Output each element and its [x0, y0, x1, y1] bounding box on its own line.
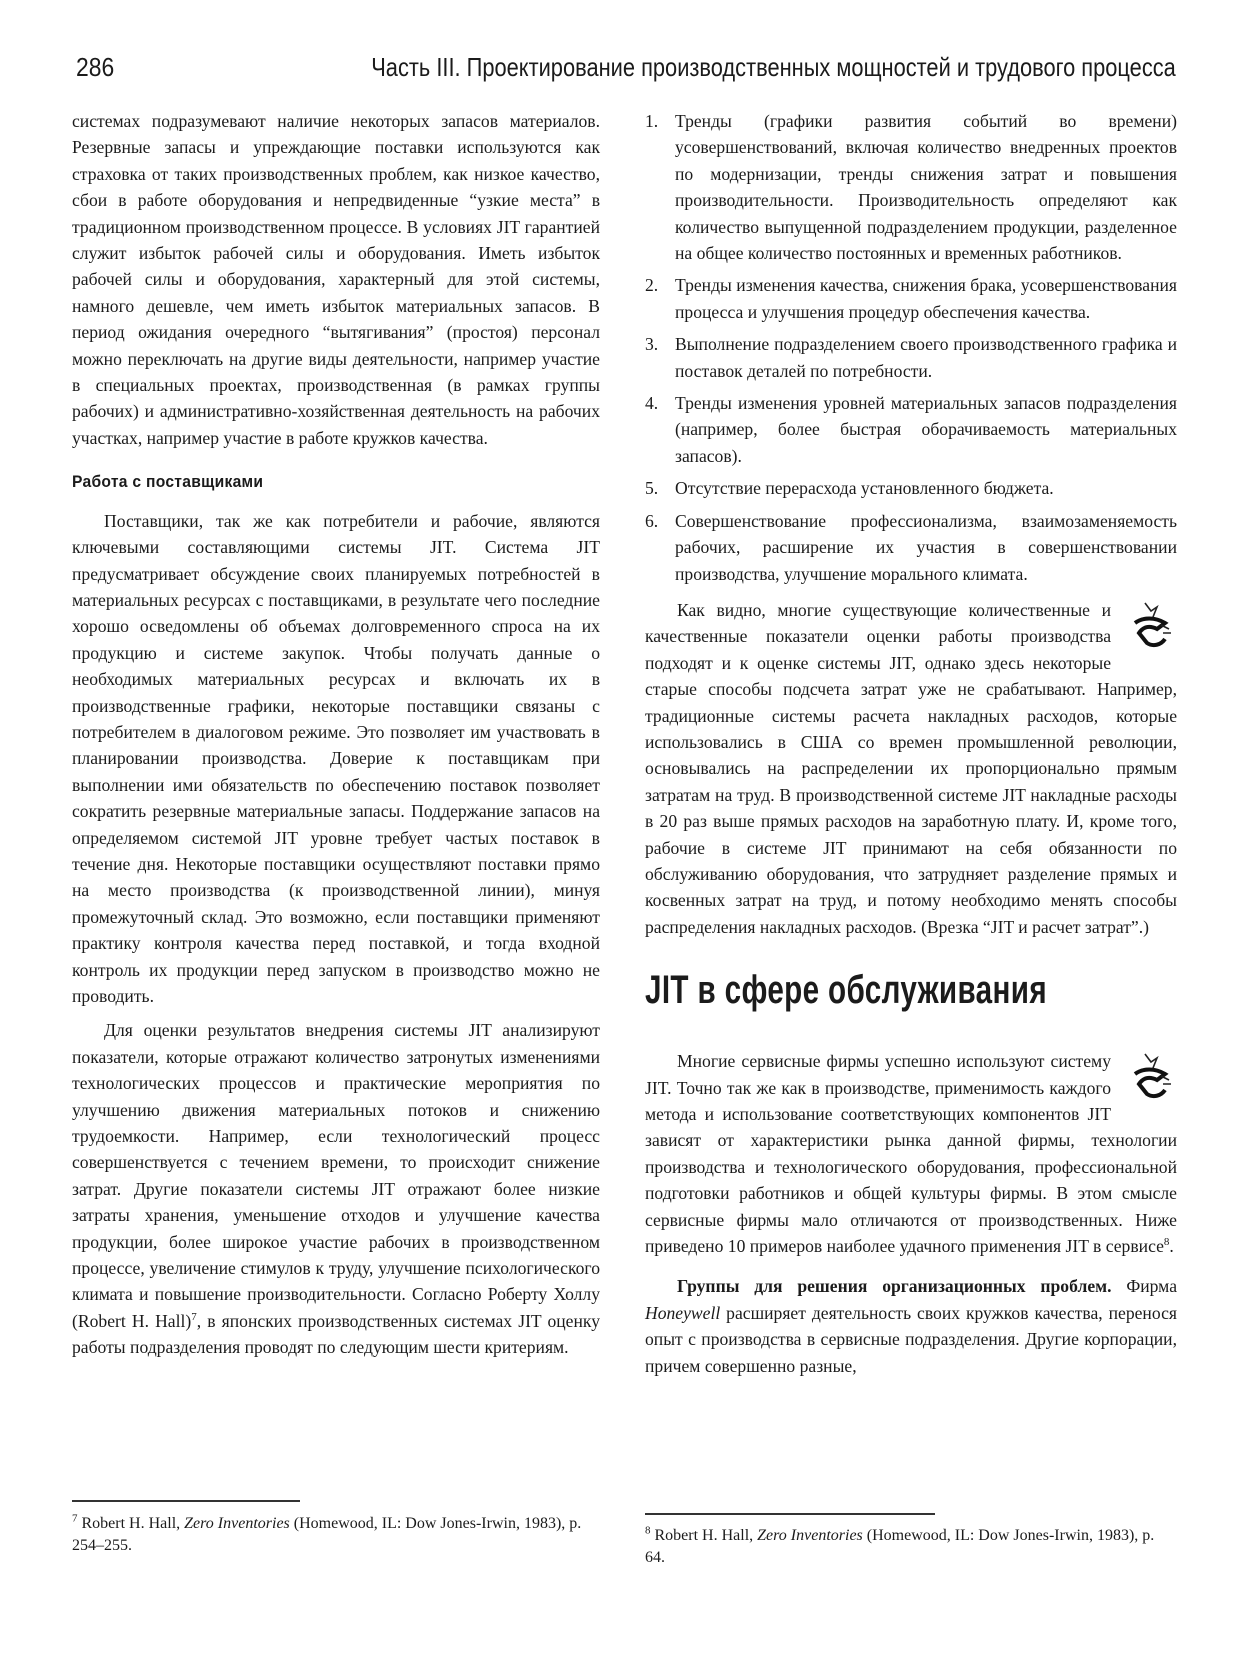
subheading: Работа с поставщиками [72, 472, 264, 492]
paragraph-text: Как видно, многие существующие количественные и качественные показатели оценки работы производства подходят и к оценке системы JIT, однако здесь некоторые старые способы подсчета затрат уже не срабатывают. Например, традиционные системы расчета накладных расходов, которые использовались в США со времен промышленной революции, основывались на распределении их пропорционально прямым затратам на труд. В производственной системе JIT накладные расходы в 20 раз выше прямых расходов на заработную плату. И, кроме того, рабочие в системе JIT принимают на себя обязанности по обслуживанию оборудования, что затрудняет разделение прямых и косвенных затрат на труд, и потому необходимо менять способы распределения накладных расходов. (Врезка “JIT и расчет затрат”.) [645, 599, 1177, 937]
list-item [645, 508, 1177, 587]
section-title: JIT в сфере обслуживания [645, 968, 1047, 1013]
paragraph: системах подразумевают наличие некоторых запасов материалов. Резервные запасы и упреждающие поставки используются как страховка от таких производственных проблем, как низкое качество, сбои в работе оборудования и непредвиденные “узкие места” в традиционном производственном процессе. В условиях JIT гарантией служит избыток рабочей силы и оборудования. Иметь избыток рабочей силы и оборудования, характерный для этой системы, намного дешевле, чем иметь избыток материальных запасов. В период ожидания очередного “вытягивания” (простоя) персонал можно переключать на другие виды деятельности, например участие в специальных проектах, производственная (в рамках группы рабочих) и административно-хозяйственная деятельность на рабочих участках, например участие в работе кружков качества. [72, 111, 600, 448]
list-item [645, 331, 1177, 384]
footnote-number: 7 [72, 1512, 78, 1525]
page-number: 286 [76, 52, 115, 82]
criteria-list [645, 108, 1177, 587]
footnote-ref: 7 [191, 1311, 197, 1324]
left-column [72, 108, 600, 1361]
list-text: Совершенствование профессионализма, взаимозаменяемость рабочих, расширение их участия в совершенствовании производства, улучшение морального климата. [675, 510, 1177, 584]
footnote-text: (Homewood, IL: Dow Jones-Irwin, 1983), p. 254–255. [72, 1515, 582, 1554]
list-text: Тренды (графики развития событий во времени) усовершенствований, включая количество внедренных проектов по модернизации, тренды снижения затрат и повышения производительности. Производительность определяют как количество выпущенной подразделением продукции, разделенное на общее количество постоянных и временных работников. [675, 111, 1177, 264]
list-text: Тренды изменения уровней материальных запасов подразделения (например, более быстрая оборачиваемость материальных запасов). [675, 393, 1177, 466]
list-number: 6. [645, 510, 659, 531]
list-number: 1. [645, 111, 659, 131]
paragraph [645, 1048, 1177, 1259]
book-title: Zero Inventories [757, 1527, 863, 1544]
list-number: 3. [645, 334, 659, 355]
list-text: Тренды изменения качества, снижения брака, усовершенствования процесса и улучшения процедур обеспечения качества. [675, 275, 1177, 322]
list-item [645, 272, 1177, 325]
paragraph-text: . [1169, 1236, 1174, 1257]
right-column [645, 108, 1177, 1379]
footnote-number: 8 [645, 1524, 651, 1537]
paragraph-text: Фирма [1111, 1276, 1178, 1297]
paragraph [645, 1273, 1177, 1379]
list-item [645, 390, 1177, 469]
running-head: Часть III. Проектирование производственных мощностей и трудового процесса [371, 52, 1176, 82]
list-text: Выполнение подразделением своего производственного графика и поставок деталей по потребности. [675, 334, 1177, 381]
list-item [645, 108, 1177, 266]
footnote-text: Robert H. Hall, [650, 1527, 758, 1544]
paragraph: Поставщики, так же как потребители и рабочие, являются ключевыми составляющими системы JIT. Система JIT предусматривает обсуждение своих планируемых потребностей в материальных ресурсах с поставщиками, в результате чего последние хорошо осведомлены об объемах долговременного спроса на их продукцию и системе закупок. Чтобы получать данные о необходимых материальных ресурсах и включать их в производственные графики, некоторые поставщики связаны с потребителем в диалоговом режиме. Это позволяет им участвовать в планировании производства. Доверие к поставщикам при выполнении ими обязательств по обеспечению поставок позволяет сократить резервные материальные запасы. Поддержание запасов на определяемом системой JIT уровне требует частых поставок в течение дня. Некоторые поставщики осуществляют поставки прямо на место производства (к производственной линии), минуя промежуточный склад. Это возможно, если поставщики применяют практику контроля качества перед поставкой, и тогда входной контроль их продукции перед запуском в производство можно не проводить. [72, 510, 600, 1006]
inline-heading: Группы для решения организационных проблем. [677, 1276, 1112, 1297]
list-item [645, 475, 1177, 501]
footnote [645, 1525, 1177, 1569]
list-number: 5. [645, 478, 659, 499]
margin-icon [1123, 599, 1177, 657]
footnote-rule [72, 1500, 300, 1502]
margin-icon [1123, 1050, 1177, 1108]
paragraph [72, 1017, 600, 1360]
book-title: Zero Inventories [184, 1515, 290, 1532]
footnote [72, 1513, 600, 1557]
paragraph-text: Для оценки результатов внедрения системы JIT анализируют показатели, которые отражают количество затронутых изменениями технологических процессов и практические мероприятия по улучшению движения материальных потоков и снижению трудоемкости. Например, если технологический процесс совершенствуется с течением времени, то происходит снижение затрат. Другие показатели системы JIT отражают более низкие затраты хранения, уменьшение отходов и улучшение качества продукции, более широкое участие рабочих в производственном процессе, увеличение стимулов к труду, улучшение психологического климата и повышение производительности. Согласно Роберту Холлу (Robert H. Hall) [72, 1020, 600, 1331]
footnote-text: Robert H. Hall, [77, 1515, 185, 1532]
footnote-text: (Homewood, IL: Dow Jones-Irwin, 1983), p. 64. [645, 1527, 1155, 1566]
footnote-ref: 8 [1163, 1236, 1170, 1249]
paragraph-text: , в японских производственных системах JIT оценку работы подразделения проводят по следующим шести критериям. [72, 1310, 600, 1358]
paragraph-text: Многие сервисные фирмы успешно используют систему JIT. Точно так же как в производстве, применимость каждого метода и использование соответствующих компонентов JIT зависят от характеристики рынка данной фирмы, технологии производства и технологического оборудования, профессиональной подготовки работников и общей культуры фирмы. В этом смысле сервисные фирмы мало отличаются от производственных. Ниже приведено 10 примеров наиболее удачного применения JIT в сервисе [645, 1051, 1177, 1257]
company-name: Honeywell [645, 1302, 721, 1323]
paragraph-text: расширяет деятельность своих кружков качества, перенося опыт с производства в сервисные подразделения. Другие корпорации, причем совершенно разные, [645, 1302, 1177, 1376]
list-number: 4. [645, 393, 659, 414]
footnote-rule [645, 1513, 935, 1515]
list-number: 2. [645, 275, 659, 296]
paragraph [645, 597, 1177, 940]
page-header [76, 52, 1176, 92]
list-text: Отсутствие перерасхода установленного бюджета. [675, 478, 1054, 499]
